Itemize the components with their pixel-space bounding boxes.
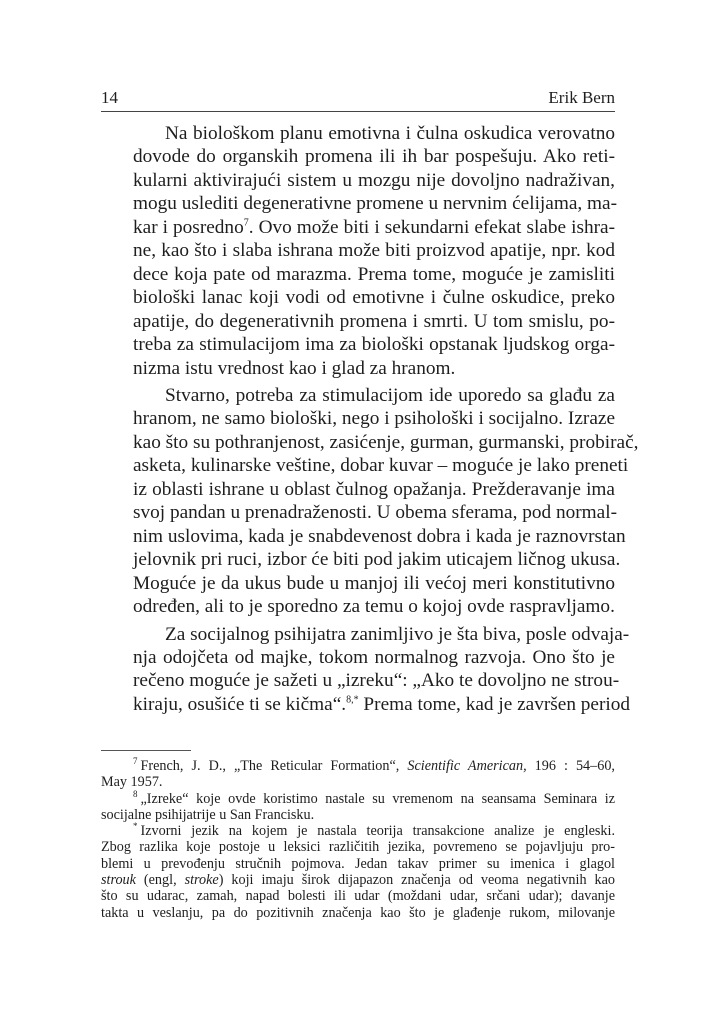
paragraph-1	[101, 122, 618, 380]
text-line: nja odojčeta od majke, tokom normalnog razvoja. Ono što je	[133, 646, 615, 668]
text-line	[101, 693, 631, 716]
text-line: dovode do organskih promena ili ih bar pospešuju. Ako reti-	[133, 146, 615, 168]
italic-term: strouk	[101, 872, 136, 889]
text-line: takta u veslanju, pa do pozitivnih značenja kao što je glađenje rukom, milovanje	[101, 904, 615, 921]
text-line: Moguće je da ukus bude u manjoj ili većoj meri konstitutivno	[133, 572, 615, 594]
text-line: kao što su pothranjenost, zasićenje, gurman, gurmanski, probirač,	[133, 431, 639, 453]
footnotes	[101, 758, 615, 921]
text-line: treba za stimulacijom ima za biološki opstanak ljudskog orga-	[133, 334, 615, 356]
text-fragment: (engl,	[135, 872, 185, 889]
footnote-ref-7[interactable]: 7	[243, 217, 249, 229]
footnote-8	[101, 788, 615, 824]
paragraph-2	[101, 384, 639, 619]
author-name: Erik Bern	[548, 88, 615, 107]
text-line: ne, kao što i slaba ishrana može biti proizvod apatije, npr. kod	[133, 240, 615, 262]
text-line: May 1957.	[101, 774, 163, 791]
text-line: kularni aktivirajući sistem u mozgu nije dovoljno nadraživan,	[133, 169, 615, 191]
book-page	[101, 88, 639, 716]
footnote-ref-8[interactable]: 8,*	[346, 694, 359, 706]
text-line: Na biološkom planu emotivna i čulna oskudica verovatno	[165, 123, 615, 144]
text-fragment: Izvorni jezik na kojem je nastala teorija transakcione analize je engleski.	[140, 823, 615, 840]
running-header	[101, 88, 615, 112]
text-line: svoj pandan u prenadraženosti. U obema sferama, pod normal-	[133, 502, 618, 524]
text-line	[101, 788, 615, 807]
text-fragment: kar i posredno	[133, 216, 244, 238]
text-line: Zbog razlika koje postoje u leksici različitih jezika, povremeno se pojavljuju pro-	[101, 839, 615, 856]
footnote-asterisk	[101, 823, 615, 921]
footnote-divider	[101, 750, 191, 751]
text-line: nizma istu vrednost kao i glad za hranom.	[133, 357, 456, 379]
text-fragment: „Izreke“ koje ovde koristimo nastale su vremenom na seansama Seminara iz	[140, 790, 615, 807]
text-fragment: French, J. D., „The Reticular Formation“,	[140, 758, 408, 774]
text-line: određen, ali to je sporedno za temu o kojoj ovde raspravljamo.	[133, 596, 615, 618]
footnote-mark: 8	[133, 788, 138, 799]
journal-title: Scientific American,	[407, 758, 527, 774]
text-line	[101, 872, 615, 888]
text-line: blemi u prevođenju stručnih pojmova. Jedan takav primer su imenica i glagol	[101, 855, 615, 872]
text-fragment: 196 : 54–60,	[526, 758, 615, 774]
text-line: mogu uslediti degenerativne promene u nervnim ćelijama, ma-	[133, 193, 618, 215]
text-line: socijalne psihijatrije u San Francisku.	[101, 806, 315, 823]
text-fragment: . Ovo može biti i sekundarni efekat slabe ishra-	[248, 216, 615, 238]
paragraph-3	[101, 623, 631, 717]
text-line: asketa, kulinarske veštine, dobar kuvar – moguće je lako preneti	[133, 455, 629, 477]
text-fragment: Prema tome, kad je završen period	[358, 693, 631, 715]
body-text	[101, 122, 639, 716]
text-line	[101, 758, 615, 774]
text-line: iz oblasti ishrane u oblast čulnog opažanja. Prežderavanje ima	[133, 478, 615, 500]
text-line: biološki lanac koji vodi od emotivne i čulne oskudice, preko	[133, 287, 615, 309]
text-fragment: ) koji imaju širok dijapazon značenja od veoma negativnih kao	[218, 872, 615, 889]
text-line: što su udarac, zamah, napad bolesti ili udar (moždani udar, srčani udar); davanje	[101, 888, 615, 905]
text-line: Stvarno, potreba za stimulacijom ide uporedo sa glađu za	[165, 384, 615, 406]
italic-term: stroke	[184, 872, 219, 889]
text-line: jelovnik pri ruci, izbor će biti pod jakim uticajem ličnog ukusa.	[133, 549, 621, 571]
footnote-mark: *	[133, 821, 138, 832]
text-line	[101, 216, 615, 239]
text-line: nim uslovima, kada je snabdevenost dobra i kada je raznovrstan	[133, 525, 626, 547]
text-line: apatije, do degenerativnih promena i smrti. U tom smislu, po-	[133, 310, 615, 332]
text-line: dece koja pate od marazma. Prema tome, moguće je zamisliti	[133, 263, 615, 285]
text-line: Za socijalnog psihijatra zanimljivo je šta biva, posle odvaja-	[165, 623, 630, 645]
text-line: hranom, ne samo biološki, nego i psihološki i socijalno. Izraze	[133, 408, 615, 430]
footnote-mark: 7	[133, 756, 138, 767]
text-line	[101, 823, 615, 839]
text-line: rečeno moguće je sažeti u „izreku“: „Ako te dovoljno ne strou-	[133, 670, 620, 692]
footnote-7	[101, 758, 615, 791]
page-number: 14	[101, 88, 118, 107]
text-fragment: kiraju, osušiće ti se kičma“.	[133, 693, 347, 715]
